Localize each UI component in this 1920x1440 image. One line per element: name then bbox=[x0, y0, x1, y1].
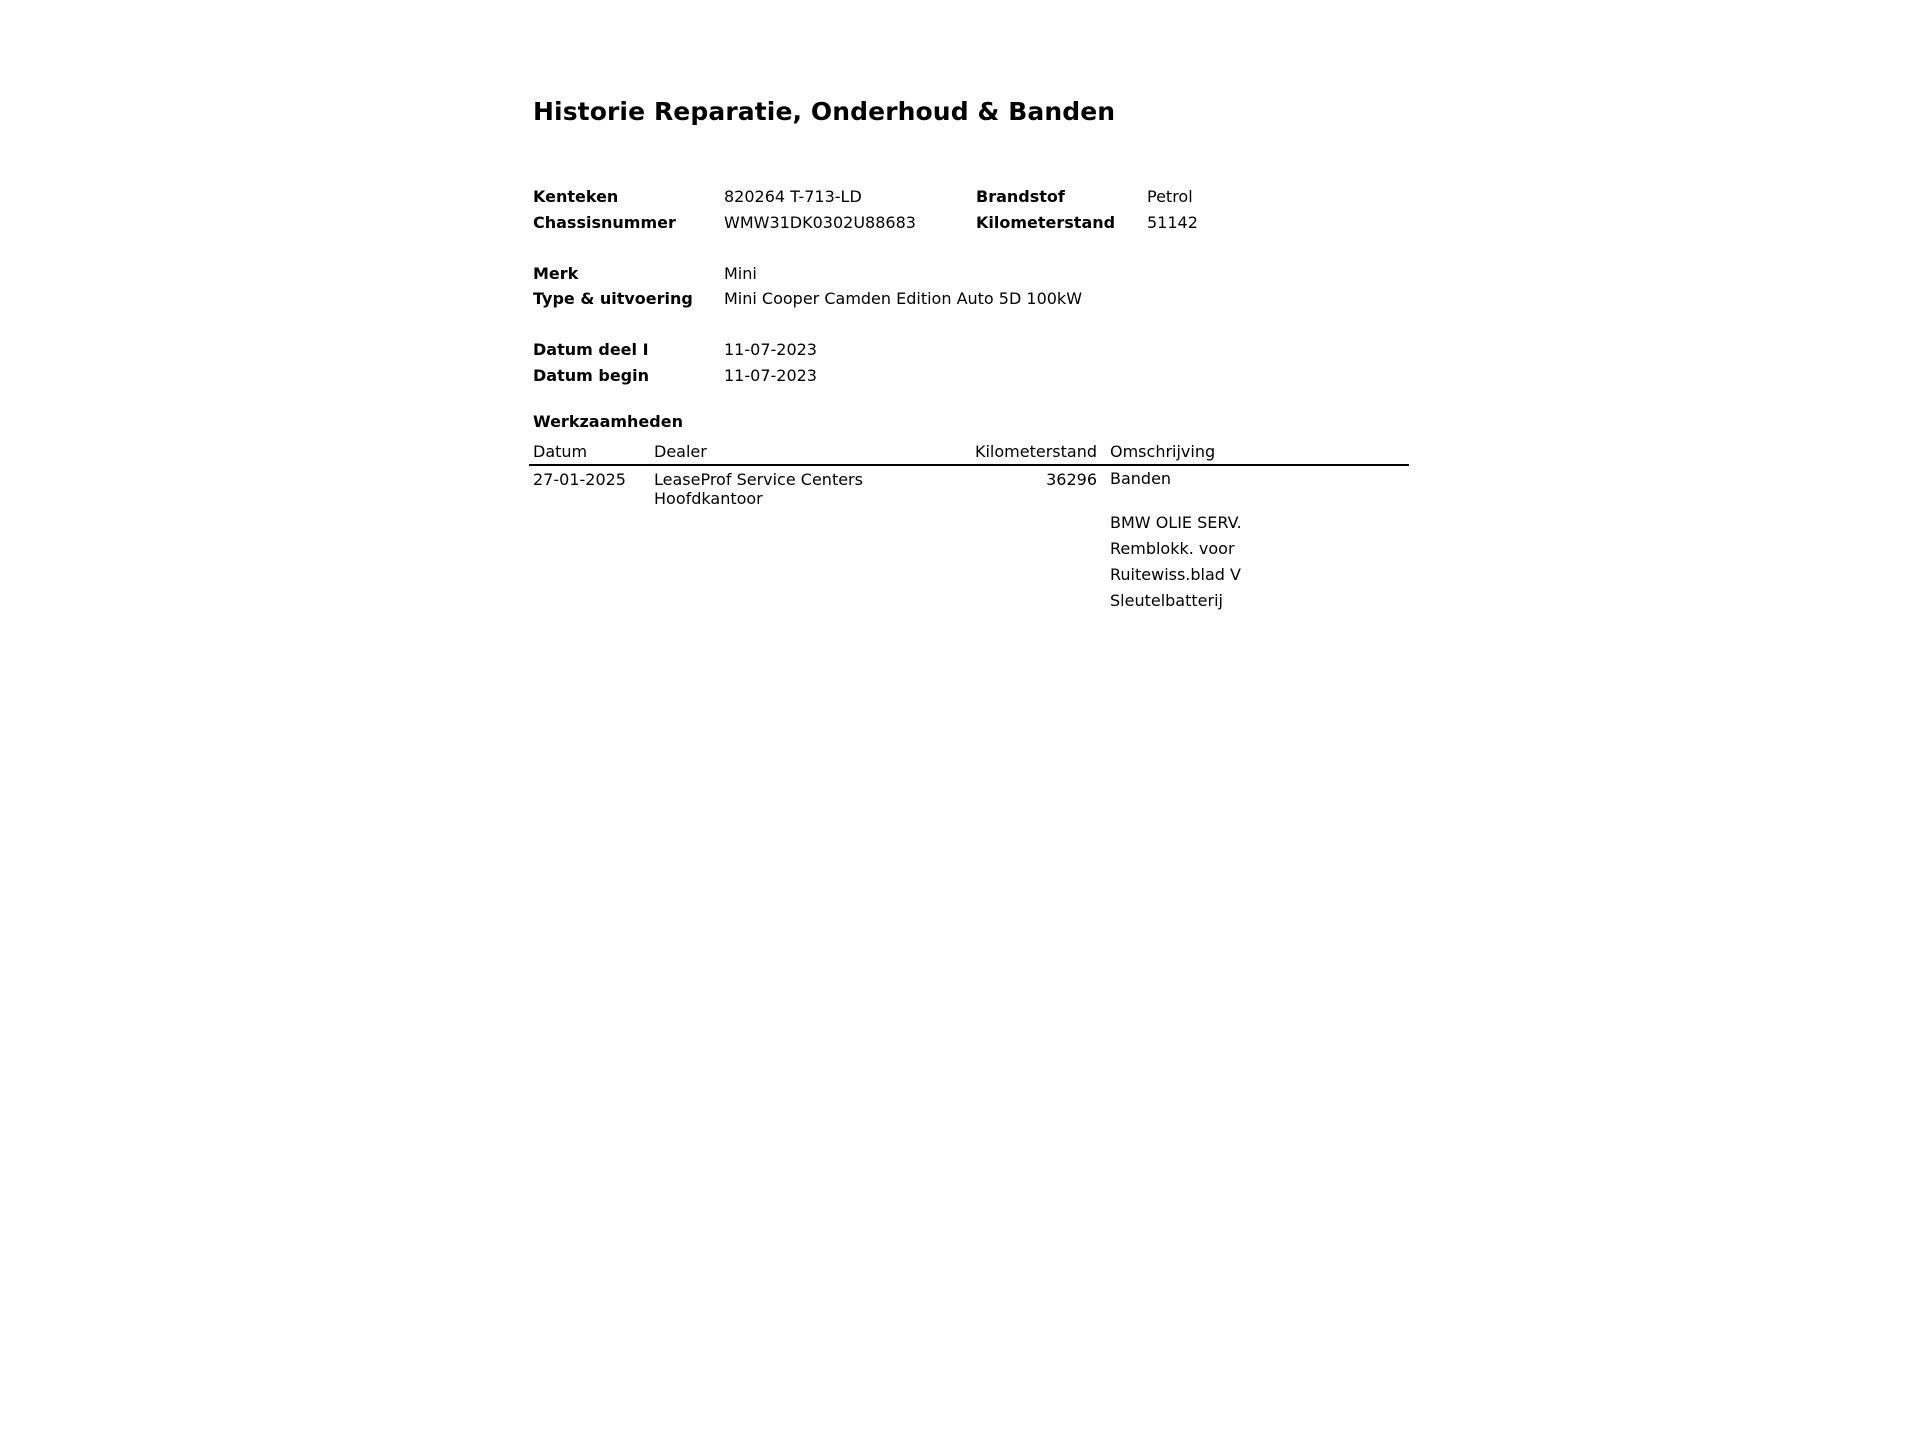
column-header-dealer: Dealer bbox=[654, 442, 707, 461]
omschrijving-item: BMW OLIE SERV. bbox=[1110, 513, 1242, 532]
kenteken-label: Kenteken bbox=[533, 187, 619, 206]
omschrijving-item: Sleutelbatterij bbox=[1110, 591, 1223, 610]
document-page bbox=[533, 96, 1408, 610]
row-dealer bbox=[654, 470, 863, 508]
section-title-werkzaamheden: Werkzaamheden bbox=[533, 412, 683, 431]
brandstof-label: Brandstof bbox=[976, 187, 1065, 206]
omschrijving-item: Banden bbox=[1110, 469, 1172, 488]
merk-value: Mini bbox=[724, 264, 757, 283]
row-kilometerstand: 36296 bbox=[1046, 470, 1097, 489]
chassis-label: Chassisnummer bbox=[533, 213, 676, 232]
column-header-kilometerstand: Kilometerstand bbox=[974, 442, 1097, 461]
datum-deel-label: Datum deel I bbox=[533, 340, 649, 359]
table-header bbox=[529, 441, 1409, 466]
row-dealer-line: LeaseProf Service Centers bbox=[654, 470, 863, 489]
datum-deel-value: 11-07-2023 bbox=[724, 340, 817, 359]
datum-begin-value: 11-07-2023 bbox=[724, 366, 817, 385]
column-header-datum: Datum bbox=[533, 442, 588, 461]
kilometerstand-label: Kilometerstand bbox=[976, 213, 1116, 232]
chassis-value: WMW31DK0302U88683 bbox=[724, 213, 916, 232]
column-header-omschrijving: Omschrijving bbox=[1110, 442, 1216, 461]
kilometerstand-value: 51142 bbox=[1147, 213, 1198, 232]
brandstof-value: Petrol bbox=[1147, 187, 1193, 206]
datum-begin-label: Datum begin bbox=[533, 366, 649, 385]
page-title: Historie Reparatie, Onderhoud & Banden bbox=[533, 97, 1116, 126]
row-dealer-line: Hoofdkantoor bbox=[654, 489, 763, 508]
row-datum: 27-01-2025 bbox=[533, 470, 626, 489]
type-label: Type & uitvoering bbox=[533, 289, 693, 308]
omschrijving-item: Remblokk. voor bbox=[1110, 539, 1235, 558]
kenteken-value: 820264 T-713-LD bbox=[724, 187, 862, 206]
table-row bbox=[529, 466, 1409, 616]
work-table bbox=[529, 441, 1409, 616]
type-value: Mini Cooper Camden Edition Auto 5D 100kW bbox=[724, 289, 1083, 308]
merk-label: Merk bbox=[533, 264, 579, 283]
omschrijving-item: Ruitewiss.blad V bbox=[1110, 565, 1241, 584]
